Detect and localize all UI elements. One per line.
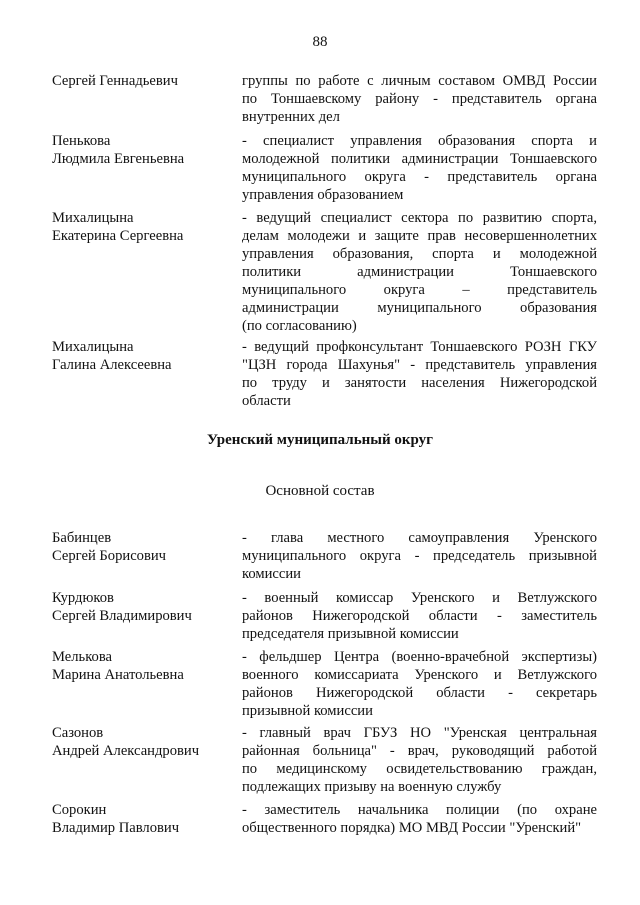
- role-line: - главный врач ГБУЗ НО "Уренская центральная: [242, 725, 597, 741]
- role-line: по медицинскому освидетельствованию граждан,: [242, 761, 597, 777]
- member-role: [242, 338, 597, 410]
- name-line: Михалицына: [52, 339, 134, 355]
- member-name: [52, 801, 237, 837]
- role-line: районов Нижегородской области - секретарь: [242, 685, 597, 701]
- role-line: - военный комиссар Уренского и Ветлужского: [242, 590, 597, 606]
- name-line: Сорокин: [52, 802, 107, 818]
- role-line: муниципального округа – представитель: [242, 282, 597, 298]
- member-name: [52, 72, 237, 90]
- name-line: Бабинцев: [52, 530, 112, 546]
- member-name: [52, 209, 237, 245]
- role-line: "ЦЗН города Шахунья" - представитель управления: [242, 357, 597, 373]
- section-title: Уренский муниципальный округ: [206, 432, 433, 448]
- name-line: Галина Алексеевна: [52, 357, 172, 373]
- name-line: Пенькова: [52, 133, 111, 149]
- member-name: [52, 338, 237, 374]
- role-line: молодежной политики администрации Тоншаевского: [242, 151, 597, 167]
- name-line: Владимир Павлович: [52, 820, 180, 836]
- role-line: внутренних дел: [242, 109, 340, 125]
- role-line: муниципального округа - представитель органа: [242, 169, 597, 185]
- role-line: - ведущий специалист сектора по развитию спорта,: [242, 210, 597, 226]
- member-name: [52, 529, 237, 565]
- member-name: [52, 724, 237, 760]
- name-line: Сергей Борисович: [52, 548, 167, 564]
- name-line: Сергей Владимирович: [52, 608, 192, 624]
- member-role: [242, 801, 597, 837]
- role-line: призывной комиссии: [242, 703, 373, 719]
- role-line: по труду и занятости населения Нижегородской: [242, 375, 597, 391]
- role-line: председателя призывной комиссии: [242, 626, 459, 642]
- member-entry: [52, 72, 602, 126]
- role-line: группы по работе с личным составом ОМВД России: [242, 73, 597, 89]
- member-entry: [52, 529, 602, 583]
- role-line: делам молодежи и защите прав несовершеннолетних: [242, 228, 597, 244]
- role-line: - глава местного самоуправления Уренского: [242, 530, 597, 546]
- role-line: общественного порядка) МО МВД России "Уренский": [242, 820, 582, 836]
- role-line: (по согласованию): [242, 318, 357, 334]
- member-entry: [52, 338, 602, 410]
- subsection-title: Основной состав: [265, 483, 375, 499]
- role-line: военного комиссариата Уренского и Ветлужского: [242, 667, 597, 683]
- role-line: - заместитель начальника полиции (по охране: [242, 802, 597, 818]
- member-role: [242, 209, 597, 335]
- member-role: [242, 132, 597, 204]
- role-line: политики администрации Тоншаевского: [242, 264, 597, 280]
- role-line: управления образования, спорта и молодежной: [242, 246, 597, 262]
- role-line: - ведущий профконсультант Тоншаевского РОЗН ГКУ: [242, 339, 597, 355]
- name-line: Сергей Геннадьевич: [52, 73, 178, 89]
- role-line: управления образованием: [242, 187, 404, 203]
- role-line: комиссии: [242, 566, 301, 582]
- member-entry: [52, 648, 602, 720]
- role-line: подлежащих призыву на военную службу: [242, 779, 502, 795]
- member-name: [52, 648, 237, 684]
- member-role: [242, 529, 597, 583]
- member-name: [52, 589, 237, 625]
- member-role: [242, 724, 597, 796]
- role-line: области: [242, 393, 291, 409]
- role-line: по Тоншаевскому району - представитель органа: [242, 91, 597, 107]
- name-line: Екатерина Сергеевна: [52, 228, 184, 244]
- member-entry: [52, 724, 602, 796]
- member-entry: [52, 209, 602, 335]
- name-line: Марина Анатольевна: [52, 667, 184, 683]
- member-role: [242, 589, 597, 643]
- role-line: - специалист управления образования спорта и: [242, 133, 597, 149]
- name-line: Сазонов: [52, 725, 104, 741]
- role-line: муниципального округа - председатель призывной: [242, 548, 597, 564]
- member-role: [242, 648, 597, 720]
- role-line: - фельдшер Центра (военно-врачебной экспертизы): [242, 649, 597, 665]
- member-role: [242, 72, 597, 126]
- member-entry: [52, 589, 602, 643]
- member-entry: [52, 801, 602, 837]
- role-line: администрации муниципального образования: [242, 300, 597, 316]
- member-name: [52, 132, 237, 168]
- name-line: Мелькова: [52, 649, 113, 665]
- name-line: Курдюков: [52, 590, 114, 606]
- role-line: районная больница" - врач, руководящий работой: [242, 743, 597, 759]
- name-line: Андрей Александрович: [52, 743, 200, 759]
- name-line: Людмила Евгеньевна: [52, 151, 185, 167]
- page-number: 88: [312, 34, 328, 50]
- member-entry: [52, 132, 602, 204]
- role-line: районов Нижегородской области - заместитель: [242, 608, 597, 624]
- name-line: Михалицына: [52, 210, 134, 226]
